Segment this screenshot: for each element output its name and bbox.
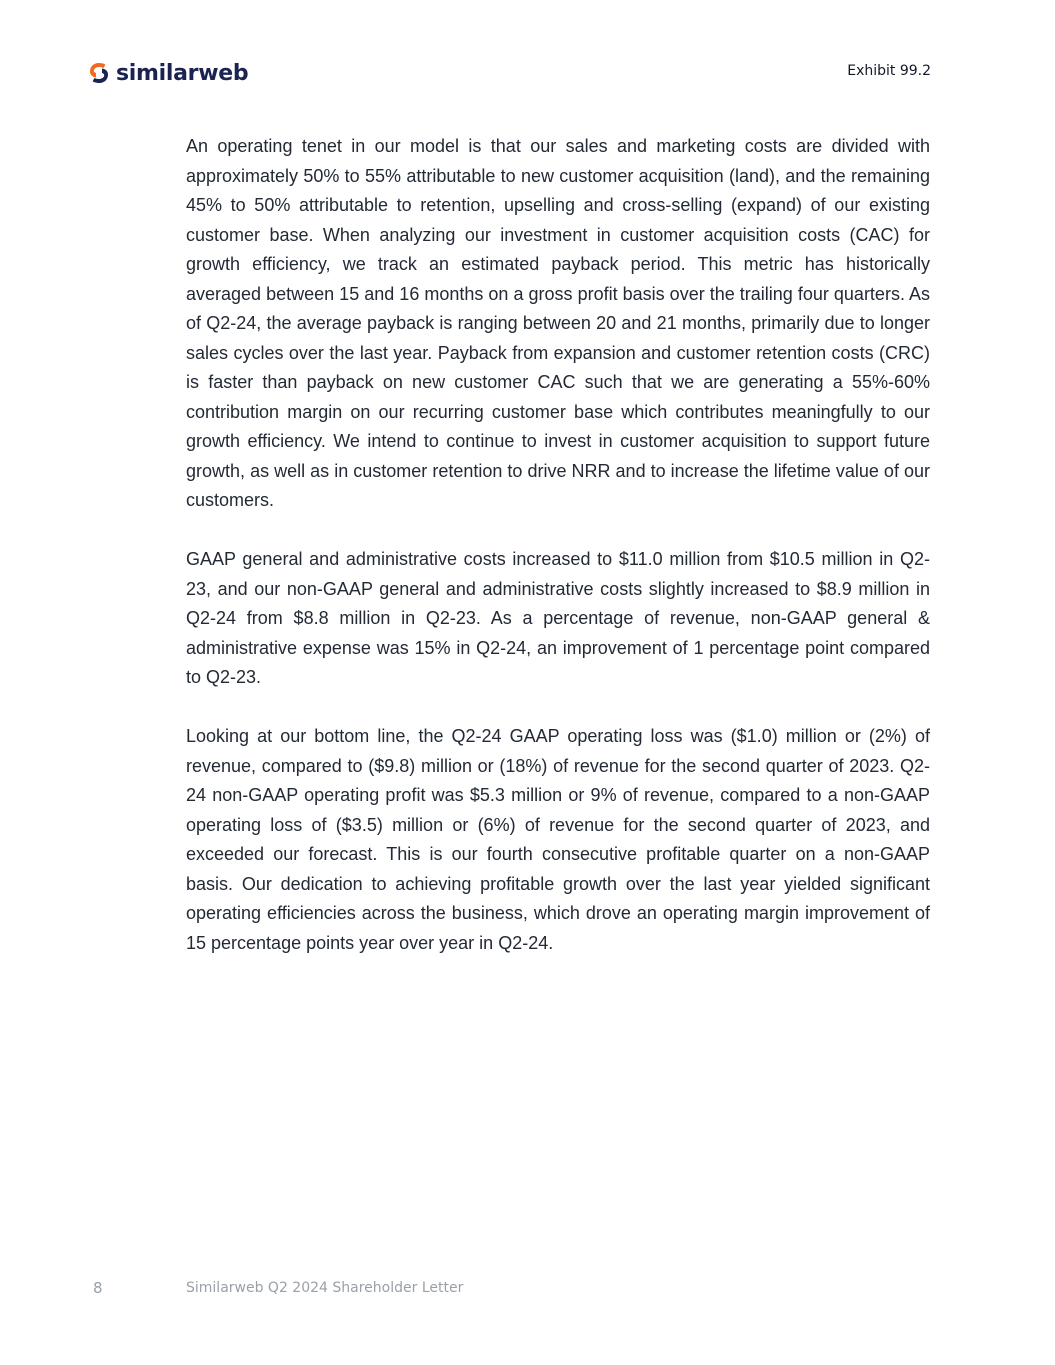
brand-logo [88, 58, 248, 88]
brand-name: similarweb [116, 60, 249, 86]
letter-body [186, 132, 930, 988]
footer-document-title: Similarweb Q2 2024 Shareholder Letter [186, 1280, 464, 1296]
exhibit-label: Exhibit 99.2 [847, 63, 931, 79]
page-number: 8 [93, 1279, 103, 1297]
paragraph-sales-marketing: An operating tenet in our model is that our sales and marketing costs are divided with approximately 50% to 55% attributable to new customer acquisition (land), and the remaining 45% to 50% attributable to retention, upselling and cross-selling (expand) of our existing customer base. When analyzing our investment in customer acquisition costs (CAC) for growth efficiency, we track an estimated payback period. This metric has historically averaged between 15 and 16 months on a gross profit basis over the trailing four quarters. As of Q2-24, the average payback is ranging between 20 and 21 months, primarily due to longer sales cycles over the last year. Payback from expansion and customer retention costs (CRC) is faster than payback on new customer CAC such that we are generating a 55%-60% contribution margin on our recurring customer base which contributes meaningfully to our growth efficiency. We intend to continue to invest in customer acquisition to support future growth, as well as in customer retention to drive NRR and to increase the lifetime value of our customers. [186, 136, 930, 510]
similarweb-logo-icon [88, 60, 110, 86]
paragraph-general-administrative: GAAP general and administrative costs increased to $11.0 million from $10.5 million in Q2-23, and our non-GAAP general and administrative costs slightly increased to $8.9 million in Q2-24 from $8.8 million in Q2-23. As a percentage of revenue, non-GAAP general & administrative expense was 15% in Q2-24, an improvement of 1 percentage point compared to Q2-23. [186, 549, 930, 687]
paragraph-bottom-line: Looking at our bottom line, the Q2-24 GAAP operating loss was ($1.0) million or (2%) of revenue, compared to ($9.8) million or (18%) of revenue for the second quarter of 2023. Q2-24 non-GAAP operating profit was $5.3 million or 9% of revenue, compared to a non-GAAP operating loss of ($3.5) million or (6%) of revenue for the second quarter of 2023, and exceeded our forecast. This is our fourth consecutive profitable quarter on a non-GAAP basis. Our dedication to achieving profitable growth over the last year yielded significant operating efficiencies across the business, which drove an operating margin improvement of 15 percentage points year over year in Q2-24. [186, 726, 930, 953]
